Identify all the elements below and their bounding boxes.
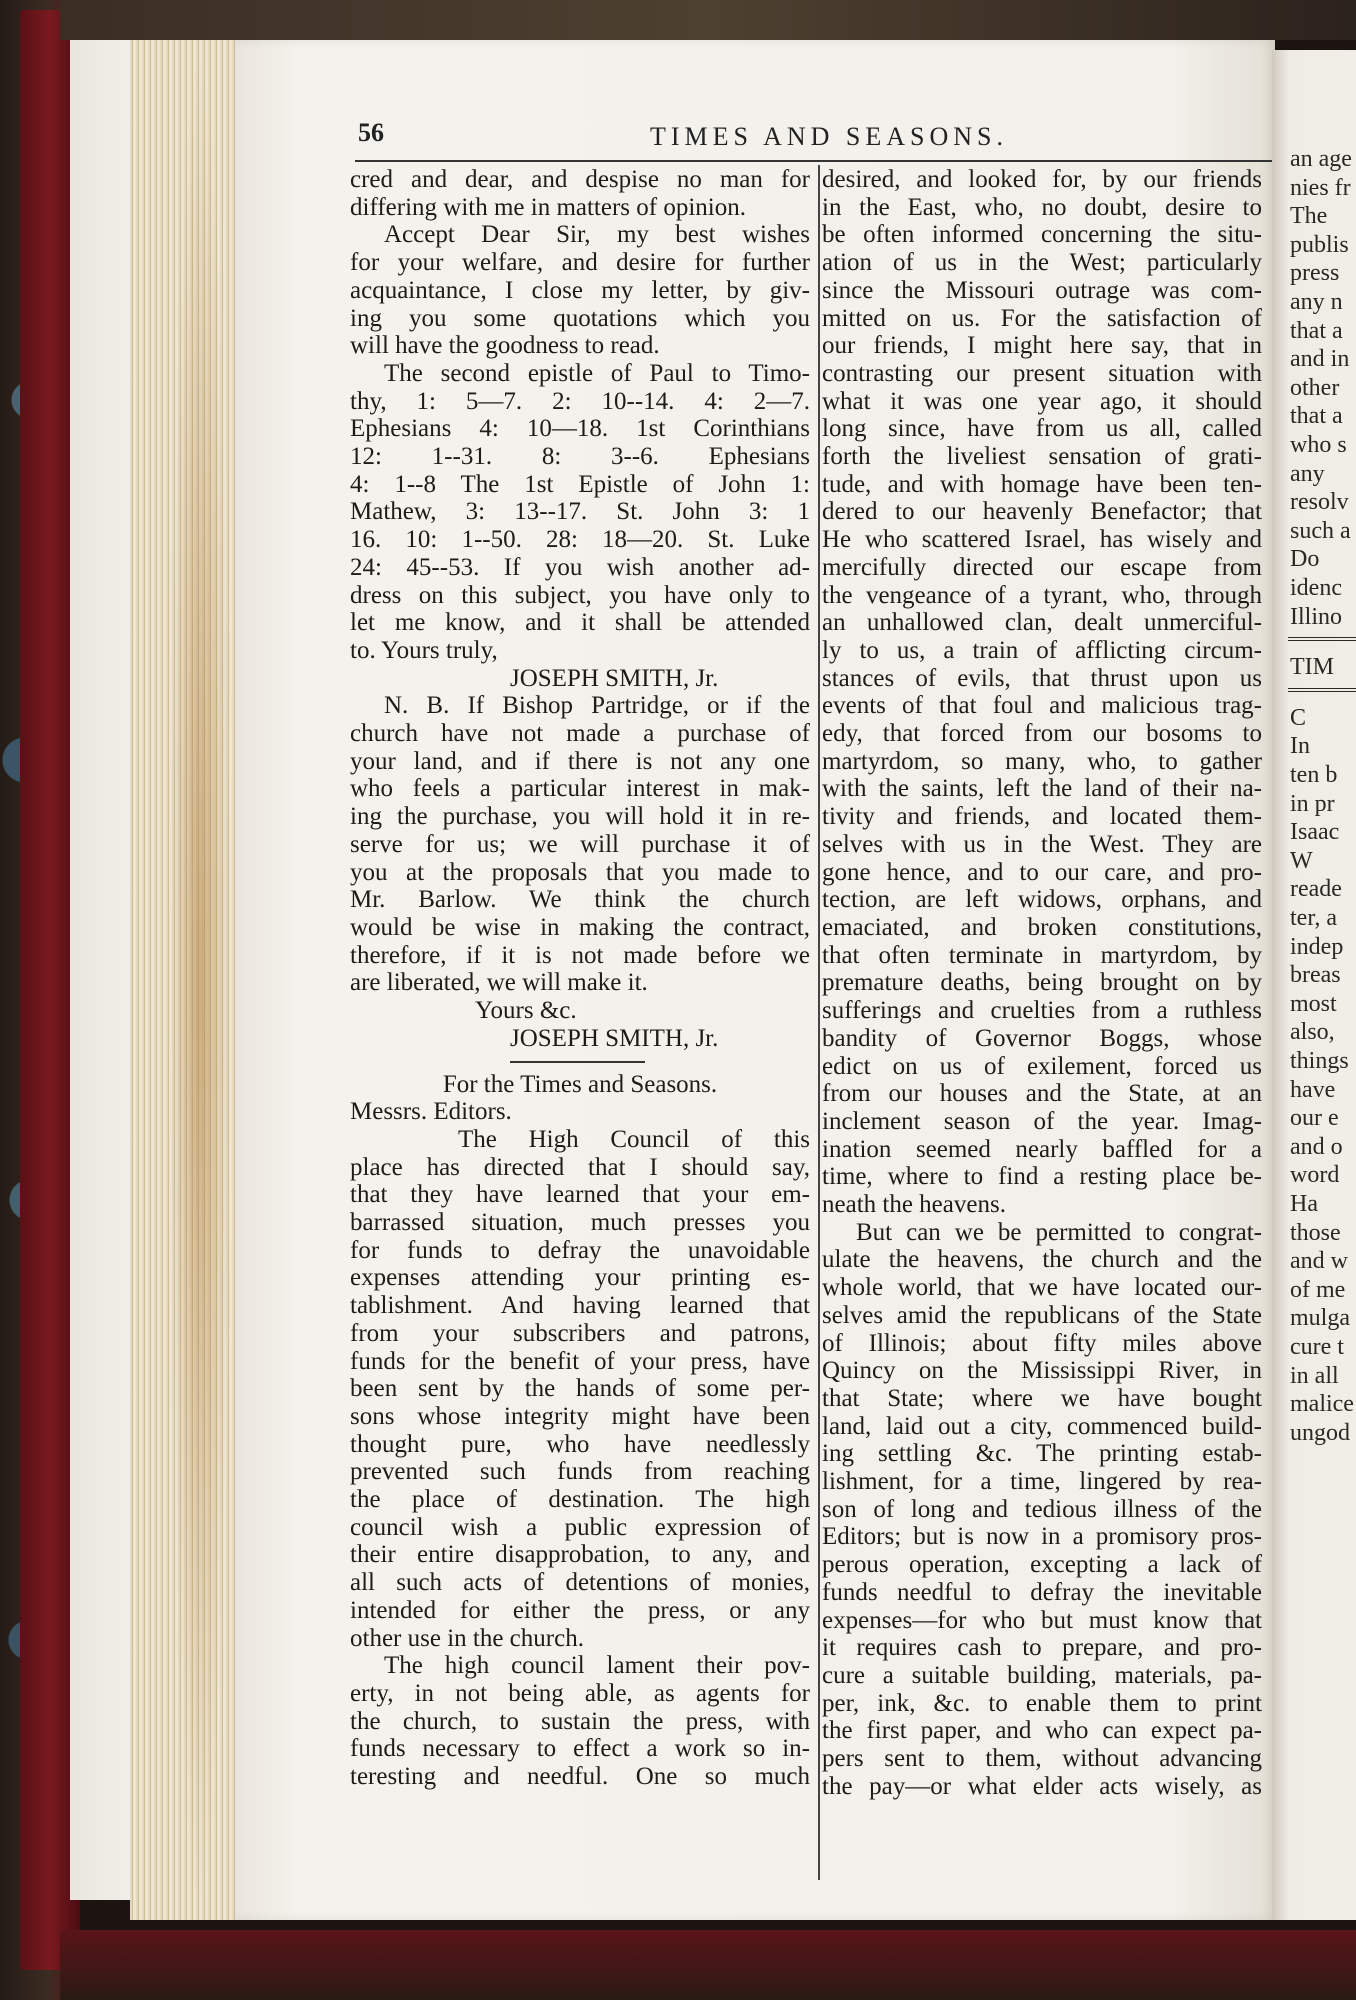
- text-line: inclement season of the year. Imag-: [822, 1107, 1262, 1135]
- next-page-text: that a: [1290, 317, 1343, 344]
- next-page-text: also,: [1290, 1019, 1335, 1046]
- text-line: tection, are left widows, orphans, and: [822, 886, 1262, 914]
- next-page-text: who s: [1290, 432, 1347, 458]
- text-line: ing the purchase, you will hold it in re-: [350, 803, 810, 831]
- next-page-text: Do: [1290, 546, 1320, 573]
- text-line: 24: 45--53. If you wish another ad-: [350, 553, 810, 581]
- text-line: premature deaths, being brought on by: [822, 969, 1262, 997]
- text-line: pers sent to them, without advancing: [822, 1745, 1262, 1773]
- next-page-text: idenc: [1290, 575, 1342, 601]
- text-line: in the East, who, no doubt, desire to: [822, 193, 1262, 221]
- text-line: from your subscribers and patrons,: [350, 1319, 810, 1347]
- text-line: 12: 1--31. 8: 3--6. Ephesians: [350, 443, 810, 471]
- next-page-text: our e: [1290, 1105, 1339, 1132]
- next-page-text: The: [1290, 203, 1328, 230]
- text-line: time, where to find a resting place be-: [822, 1163, 1262, 1191]
- text-line: teresting and needful. One so much: [350, 1763, 810, 1791]
- text-line: will have the goodness to read.: [350, 332, 660, 360]
- text-line: let me know, and it shall be attended: [350, 609, 810, 637]
- text-line: dered to our heavenly Benefactor; that: [822, 498, 1262, 526]
- next-page-text: nies fr: [1290, 174, 1351, 201]
- next-page-text: in pr: [1290, 790, 1335, 817]
- text-line: But can we be permitted to congrat-: [856, 1218, 1262, 1246]
- next-page-fragment: [1272, 50, 1356, 1920]
- text-line: been sent by the hands of some per-: [350, 1375, 810, 1403]
- left-column: [350, 166, 810, 1791]
- section-divider: [510, 1061, 645, 1063]
- next-page-text: those: [1290, 1219, 1341, 1246]
- text-line: the pay—or what elder acts wisely, as: [822, 1772, 1262, 1800]
- text-line: ination seemed nearly baffled for a: [822, 1135, 1262, 1163]
- text-line: what it was one year ago, it should: [822, 387, 1262, 415]
- next-page-text: breas: [1290, 962, 1341, 989]
- text-line: the first paper, and who can expect pa-: [822, 1717, 1262, 1745]
- text-line: erty, in not being able, as agents for: [350, 1679, 810, 1707]
- text-line: differing with me in matters of opinion.: [350, 193, 746, 221]
- text-line: funds for the benefit of your press, have: [350, 1347, 810, 1375]
- text-line: that often terminate in martyrdom, by: [822, 941, 1262, 969]
- next-page-text: resolv: [1290, 489, 1349, 516]
- next-page-text: ten b: [1290, 762, 1338, 788]
- text-line: martyrdom, so many, who, to gather: [822, 747, 1262, 775]
- text-line: funds necessary to effect a work so in-: [350, 1735, 810, 1763]
- text-line: church have not made a purchase of: [350, 720, 810, 748]
- text-line: an unhallowed clan, dealt unmerciful-: [822, 609, 1262, 637]
- text-line: Accept Dear Sir, my best wishes: [384, 221, 810, 249]
- text-line: their entire disapprobation, to any, and: [350, 1541, 810, 1569]
- next-page-text: word: [1290, 1162, 1340, 1189]
- text-line: cure a suitable building, materials, pa-: [822, 1661, 1262, 1689]
- next-page-text: indep: [1290, 933, 1344, 960]
- text-line: Ephesians 4: 10—18. 1st Corinthians: [350, 415, 810, 443]
- text-line: JOSEPH SMITH, Jr.: [510, 664, 719, 692]
- text-line: bandity of Governor Boggs, whose: [822, 1024, 1262, 1052]
- text-line: of Illinois; about fifty miles above: [822, 1329, 1262, 1357]
- next-page-text: and o: [1290, 1133, 1343, 1160]
- text-line: that they have learned that your em-: [350, 1181, 810, 1209]
- next-page-text: Isaac: [1290, 819, 1340, 846]
- text-line: contrasting our present situation with: [822, 359, 1262, 387]
- text-line: edy, that forced from our bosoms to: [822, 720, 1262, 748]
- text-line: prevented such funds from reaching: [350, 1458, 810, 1486]
- next-page-text: C: [1290, 704, 1307, 731]
- text-line: forth the liveliest sensation of grati-: [822, 443, 1262, 471]
- next-page-text: an age: [1290, 146, 1352, 172]
- text-line: ation of us in the West; particularly: [822, 249, 1262, 277]
- text-line: long since, have from us all, called: [822, 415, 1262, 443]
- text-line: Editors; but is now in a promisory pros-: [822, 1523, 1262, 1551]
- next-page-text: TIM: [1290, 654, 1334, 681]
- next-page-text: Illino: [1290, 603, 1342, 630]
- next-page-text: In: [1290, 733, 1310, 760]
- text-line: therefore, if it is not made before we: [350, 941, 810, 969]
- text-line: for your welfare, and desire for further: [350, 249, 810, 277]
- next-page-text: such a: [1290, 517, 1351, 544]
- next-page-text: press: [1290, 260, 1340, 287]
- text-line: per, ink, &c. to enable them to print: [822, 1689, 1262, 1717]
- text-line: expenses—for who but must know that: [822, 1606, 1262, 1634]
- next-page-rule: [1288, 688, 1356, 692]
- next-page-text: most: [1290, 990, 1337, 1017]
- next-page-text: ter, a: [1290, 905, 1338, 931]
- text-line: whole world, that we have located our-: [822, 1274, 1262, 1302]
- text-line: the vengeance of a tyrant, who, through: [822, 581, 1262, 609]
- text-line: tude, and with homage have been ten-: [822, 470, 1262, 498]
- text-line: it requires cash to prepare, and pro-: [822, 1634, 1262, 1662]
- text-line: our friends, I might here say, that in: [822, 332, 1262, 360]
- text-line: ing settling &c. The printing estab-: [822, 1440, 1262, 1468]
- text-line: Yours &c.: [475, 997, 577, 1025]
- text-line: ulate the heavens, the church and the: [822, 1246, 1262, 1274]
- next-page-text: reade: [1290, 876, 1342, 903]
- text-line: mitted on us. For the satisfaction of: [822, 304, 1262, 332]
- text-line: desired, and looked for, by our friends: [822, 166, 1262, 193]
- next-page-rule: [1288, 637, 1356, 641]
- text-line: cred and dear, and despise no man for: [350, 166, 810, 193]
- text-line: Mr. Barlow. We think the church: [350, 886, 810, 914]
- text-line: events of that foul and malicious trag-: [822, 692, 1262, 720]
- text-line: for funds to defray the unavoidable: [350, 1236, 810, 1264]
- text-line: neath the heavens.: [822, 1191, 1006, 1219]
- text-line: mercifully directed our escape from: [822, 553, 1262, 581]
- text-line: N. B. If Bishop Partridge, or if the: [384, 692, 810, 720]
- text-line: The High Council of this: [458, 1125, 810, 1153]
- text-line: selves with us in the West. They are: [822, 830, 1262, 858]
- text-line: serve for us; we will purchase it of: [350, 830, 810, 858]
- column-divider: [818, 165, 820, 1880]
- next-page-text: other: [1290, 374, 1340, 401]
- page-block-edges: [130, 40, 240, 1920]
- text-line: your land, and if there is not any one: [350, 747, 810, 775]
- next-page-text: things: [1290, 1048, 1349, 1074]
- text-line: Quincy on the Mississippi River, in: [822, 1357, 1262, 1385]
- next-page-text: mulga: [1290, 1305, 1350, 1332]
- text-line: would be wise in making the contract,: [350, 913, 810, 941]
- next-page-text: any: [1290, 460, 1325, 487]
- next-page-text: in all: [1290, 1362, 1339, 1389]
- next-page-text: that a: [1290, 403, 1343, 430]
- text-line: since the Missouri outrage was com-: [822, 276, 1262, 304]
- text-line: who feels a particular interest in mak-: [350, 775, 810, 803]
- text-line: are liberated, we will make it.: [350, 969, 648, 997]
- text-line: funds needful to defray the inevitable: [822, 1578, 1262, 1606]
- running-title: TIMES AND SEASONS.: [650, 122, 1008, 151]
- next-page-text: Ha: [1290, 1191, 1318, 1217]
- text-line: selves amid the republicans of the State: [822, 1301, 1262, 1329]
- text-line: gone hence, and to our care, and pro-: [822, 858, 1262, 886]
- text-line: that State; where we have bought: [822, 1384, 1262, 1412]
- text-line: thought pure, who have needlessly: [350, 1430, 810, 1458]
- next-page-text: any n: [1290, 289, 1343, 315]
- cover-edge-top: [60, 0, 1356, 40]
- text-line: to. Yours truly,: [350, 636, 498, 664]
- text-line: sons whose integrity might have been: [350, 1402, 810, 1430]
- text-line: expenses attending your printing es-: [350, 1264, 810, 1292]
- text-line: edict on us of exilement, forced us: [822, 1052, 1262, 1080]
- text-line: place has directed that I should say,: [350, 1153, 810, 1181]
- next-page-text: and in: [1290, 346, 1350, 373]
- next-page-text: cure t: [1290, 1334, 1344, 1360]
- text-line: all such acts of detentions of monies,: [350, 1569, 810, 1597]
- text-line: JOSEPH SMITH, Jr.: [510, 1024, 719, 1052]
- text-line: intended for either the press, or any: [350, 1596, 810, 1624]
- text-line: Messrs. Editors.: [350, 1098, 512, 1126]
- header-rule: [355, 160, 1272, 162]
- text-line: tablishment. And having learned that: [350, 1292, 810, 1320]
- text-line: sufferings and cruelties from a ruthless: [822, 997, 1262, 1025]
- text-line: He who scattered Israel, has wisely and: [822, 526, 1262, 554]
- text-line: the place of destination. The high: [350, 1486, 810, 1514]
- cover-edge-bottom: [60, 1930, 1356, 2000]
- text-line: stances of evils, that thrust upon us: [822, 664, 1262, 692]
- text-line: council wish a public expression of: [350, 1513, 810, 1541]
- text-line: the church, to sustain the press, with: [350, 1707, 810, 1735]
- text-line: The second epistle of Paul to Timo-: [384, 359, 810, 387]
- text-line: other use in the church.: [350, 1624, 584, 1652]
- text-line: thy, 1: 5—7. 2: 10--14. 4: 2—7.: [350, 387, 810, 415]
- next-page-text: publis: [1290, 231, 1349, 258]
- text-line: Mathew, 3: 13--17. St. John 3: 1: [350, 498, 810, 526]
- next-page-text: and w: [1290, 1248, 1348, 1275]
- right-column: [822, 166, 1262, 1800]
- text-line: be often informed concerning the situ-: [822, 221, 1262, 249]
- next-page-text: have: [1290, 1076, 1336, 1103]
- text-line: with the saints, left the land of their na-: [822, 775, 1262, 803]
- text-line: tivity and friends, and located them-: [822, 803, 1262, 831]
- text-line: 4: 1--8 The 1st Epistle of John 1:: [350, 470, 810, 498]
- text-line: 16. 10: 1--50. 28: 18—20. St. Luke: [350, 526, 810, 554]
- text-line: ly to us, a train of afflicting circum-: [822, 636, 1262, 664]
- text-line: ing you some quotations which you: [350, 304, 810, 332]
- text-line: son of long and tedious illness of the: [822, 1495, 1262, 1523]
- next-page-text: of me: [1290, 1276, 1346, 1303]
- text-line: perous operation, excepting a lack of: [822, 1551, 1262, 1579]
- next-page-text: W: [1290, 847, 1313, 874]
- text-line: from our houses and the State, at an: [822, 1080, 1262, 1108]
- text-line: For the Times and Seasons.: [442, 1070, 718, 1098]
- page-number: 56: [358, 118, 384, 147]
- text-line: acquaintance, I close my letter, by giv-: [350, 276, 810, 304]
- text-line: you at the proposals that you made to: [350, 858, 810, 886]
- text-line: dress on this subject, you have only to: [350, 581, 810, 609]
- text-line: The high council lament their pov-: [384, 1652, 810, 1680]
- next-page-text: malice: [1290, 1391, 1354, 1418]
- text-line: emaciated, and broken constitutions,: [822, 913, 1262, 941]
- text-line: barrassed situation, much presses you: [350, 1209, 810, 1237]
- text-line: lishment, for a time, lingered by rea-: [822, 1468, 1262, 1496]
- next-page-text: ungod: [1290, 1419, 1350, 1446]
- text-line: land, laid out a city, commenced build-: [822, 1412, 1262, 1440]
